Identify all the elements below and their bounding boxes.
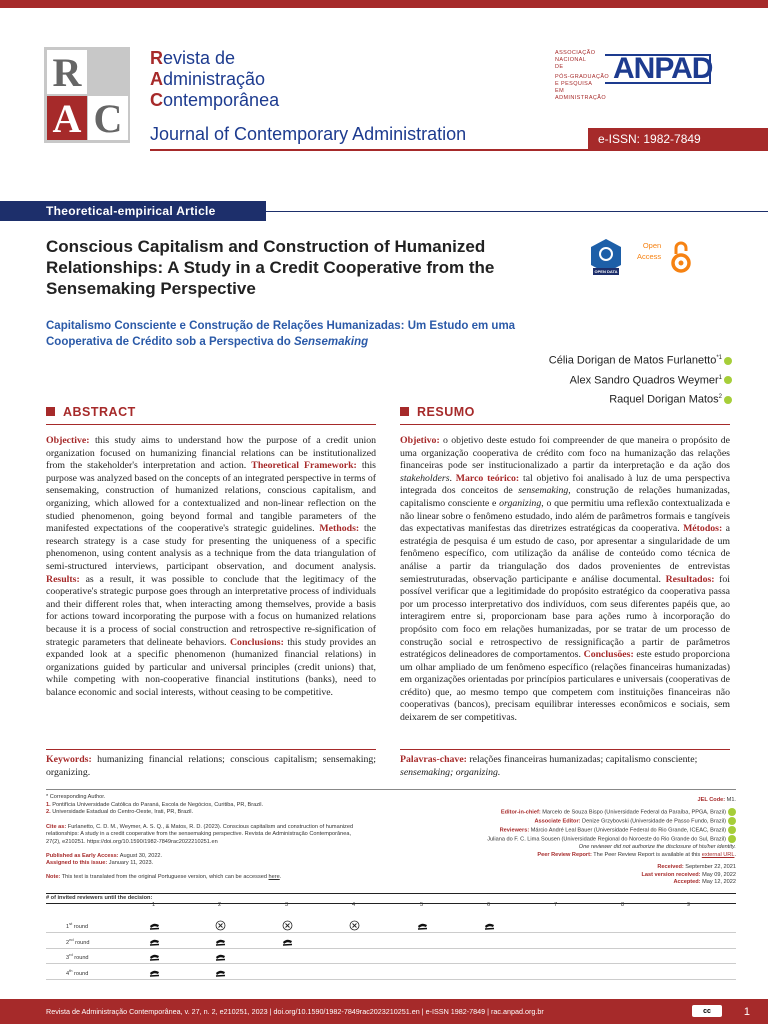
orcid-icon[interactable] (724, 376, 732, 384)
table-top-border (46, 893, 736, 894)
issn-badge: e-ISSN: 1982-7849 (588, 128, 768, 149)
table-row (46, 918, 736, 933)
column-header: 4 (352, 902, 356, 908)
column-header: 7 (554, 902, 558, 908)
table-row (46, 965, 736, 980)
abstract-heading: ABSTRACT (46, 405, 136, 419)
reviewers-count-label: # of invited reviewers until the decision: (46, 895, 153, 901)
review-pen-icon (149, 934, 160, 945)
review-pen-icon (149, 965, 160, 976)
peer-review-link[interactable]: external URL (701, 851, 735, 858)
round-label: 1st round (66, 921, 89, 930)
article-type: Theoretical-empirical Article (0, 201, 266, 221)
open-data-icon[interactable]: OPEN DATA (589, 238, 623, 278)
journal-name-en: Journal of Contemporary Administration (150, 124, 467, 144)
journal-name-pt: Revista de Administração Contemporânea (150, 48, 280, 110)
palavras-divider (400, 749, 730, 750)
round-label: 3rd round (66, 952, 89, 961)
column-header: 3 (285, 902, 289, 908)
review-pen-icon (282, 934, 293, 945)
keywords-divider (46, 749, 376, 750)
review-pen-icon (484, 918, 495, 929)
column-header: 5 (420, 902, 424, 908)
header-divider (150, 149, 768, 151)
article-subtitle-pt: Capitalismo Consciente e Construção de Relações Humanizadas: Um Estudo em uma Cooperativa de Crédito sob a Perspectiva do Sensemaking (46, 320, 516, 348)
orcid-icon[interactable] (728, 817, 736, 825)
review-pen-icon (149, 918, 160, 929)
rac-logo (44, 47, 130, 143)
resumo-divider (400, 424, 730, 425)
reviewers-table (46, 904, 736, 984)
column-header: 8 (621, 902, 625, 908)
logo-letter-r: R (47, 50, 87, 94)
column-header: 6 (487, 902, 491, 908)
cc-license-icon[interactable]: cc (692, 1005, 722, 1017)
abstract-body: Objective: this study aims to understand how the purpose of a credit union organization focused on humanizing financial relations can be institutionalized from the stakeholder's interpretation and action. Theoretical Framework: this purpose was analyzed based on the concepts of an integrated perspective in terms of sensemaking, construction of humanized relations, conscious capitalism, and organizing, which allowed for a contextualized and non-linear reflection on the studied phenomenon, going beyond formal and tangible parameters of the manifested expectations of the cooperative's strategic guidelines. Methods: the research strategy is a case study for presenting the uniqueness of a specific phenomenon, using content analysis as a technique from the data triangulation of semi-structured interviews, participant observation, and document analysis. Results: as a result, it was possible to conclude that the legitimacy of the cooperative's strategic purpose goes through an interpretative process of individuals and their different roles that, when interacting among themselves, provide a basis for actions toward incorporating the purpose with a focus on humanized relations because it is a process of social construction and retrospective re-signification of strategic parameters that delineate behaviors. Conclusions: this study provides an expanded look at a specific phenomenon (humanized financial relations) in organizations guided by particular and universal principles (credit unions) that, while competing with non-cooperative financial institutions (banks), need to balance economic and social interests, without ceasing to be competitive. (46, 435, 377, 698)
anpad-wordmark: ANPAD (613, 52, 713, 85)
abstract-divider (46, 424, 376, 425)
column-header: 2 (218, 902, 222, 908)
review-pen-icon (215, 965, 226, 976)
orcid-icon[interactable] (724, 357, 732, 365)
top-red-bar (0, 0, 768, 8)
footnotes-left: * Corresponding Author. 1. Pontifícia Universidade Católica do Paraná, Escola de Negócios, Curitiba, PR, Brazil. 2. Universidade Estadual do Centro-Oeste, Irati, PR, Brazil. Cite as: Furlanetto, C. D. M., Weymer, A. S. Q., & Matos, R. D. (2023). Conscious capitalism and construction of humanized relationships: A study in a credit cooperative from the sensemaking perspective. Revista de Administração Contemporânea, 27(2), e210251. https://doi.org/10.1590/1982-7849rac2022210251.en Published as Early Access: August 30, 2022. Assigned to this issue: January 11, 2023. Note: This text is translated from the original Portuguese version, which can be accessed here. (46, 794, 354, 880)
footnote-divider (46, 789, 736, 790)
round-label: 2nd round (66, 936, 90, 946)
author-1: Célia Dorigan de Matos Furlanetto$^{*1}$ (400, 350, 732, 370)
anpad-logo: ASSOCIAÇÃO NACIONAL DE PÓS-GRADUAÇÃO E PESQUISA EM ADMINISTRAÇÃO ANPAD (555, 50, 713, 101)
orcid-icon[interactable] (728, 835, 736, 843)
footer-citation: Revista de Administração Contemporânea, v. 27, n. 2, e210251, 2023 | doi.org/10.1590/1982-7849rac2023210251.en | e-ISSN 1982-7849 | rac.anpad.org.br (46, 1007, 544, 1016)
resumo-body: Objetivo: o objetivo deste estudo foi compreender de que maneira o propósito de uma organização cooperativa de crédito com foco na humanização das relações financeiras pode ser institucionalizado a partir da interpretação e da ação dos stakeholders. Marco teórico: tal objetivo foi analisado à luz de uma perspectiva integrada dos conceitos de sensemaking, construção de relações humanizadas, capitalismo consciente e organizing, o que permitiu uma reflexão contextualizada e não linear sobre o fenômeno estudado, indo além de parâmetros formais e tangíveis das expectativas manifestas das diretrizes estratégicas da cooperativa. Métodos: a estratégia de pesquisa é um estudo de caso, por apresentar a singularidade de um fenômeno específico, com utilização da análise de conteúdo como técnica de análise a partir da triangulação dos dados provenientes de entrevistas semiestruturadas, observação participante e análise documental. Resultados: foi possível verificar que a legitimidade do propósito estratégico da cooperativa passa por um processo interpretativo dos indivíduos, com seus diferentes papéis que, ao interagirem entre si, proporcionam base para ações rumo à incorporação do propósito com foco em relações humanizadas, por se tratar de um processo de construção social e retrospectivo de ressignificação a partir de parâmetros estratégicos delineadores de comportamentos. Conclusões: este estudo proporciona um olhar ampliado de um fenômeno específico (relações financeiras humanizadas) em organizações orientadas por princípios particulares e universais (cooperativas de crédito) que, ao mesmo tempo que competem com instituições financeiras não cooperativas (bancos), precisam equilibrar interesses econômicos e sociais, sem deixarem de ser competitivas. (400, 435, 730, 724)
row-divider (46, 979, 736, 980)
author-2: Alex Sandro Quadros Weymer$^1$ (400, 370, 732, 390)
open-access-label: Open Access (637, 241, 662, 261)
orcid-icon[interactable] (728, 808, 736, 816)
resumo-keywords: Palavras-chave: relações financeiras humanizadas; capitalismo consciente; sensemaking; organizing. (400, 754, 698, 778)
table-row (46, 934, 736, 949)
column-header: 1 (152, 902, 156, 908)
authors (400, 350, 732, 409)
review-pen-icon (215, 934, 226, 945)
portuguese-version-link[interactable]: here (268, 873, 280, 880)
round-label: 4th round (66, 967, 89, 977)
column-header: 9 (687, 902, 691, 908)
declined-icon (282, 918, 293, 929)
logo-letter-c: C (88, 96, 128, 140)
author-3: Raquel Dorigan Matos$^2$ (400, 389, 732, 409)
abstract-keywords: Keywords: humanizing financial relations; conscious capitalism; sensemaking; organizing. (46, 754, 376, 778)
table-row (46, 949, 736, 964)
resumo-heading: RESUMO (400, 405, 475, 419)
declined-icon (215, 918, 226, 929)
orcid-icon[interactable] (724, 396, 732, 404)
page-number: 1 (743, 1005, 750, 1018)
declined-icon (349, 918, 360, 929)
page-footer (0, 999, 768, 1024)
badges (585, 236, 725, 280)
logo-letter-a: A (47, 96, 87, 140)
article-title: Conscious Capitalism and Construction of Humanized Relationships: A Study in a Credit Cooperative from the Sensemaking Perspective (46, 237, 495, 298)
review-pen-icon (215, 949, 226, 960)
review-pen-icon (149, 949, 160, 960)
article-type-line (266, 211, 768, 212)
orcid-icon[interactable] (728, 826, 736, 834)
editorial-meta: JEL Code: M1. Editor-in-chief: Marcelo de Souza Bispo (Universidade Federal da Paraíba, PPGA, Brazil) Associate Editor: Denize Grzybovski (Universidade de Passo Fundo, Brazil) Reviewers: Márcio André Leal Bauer (Universidade Federal do Rio Grande, ICEAC, Brazil) Juliana do F. C. Lima Sousen (Universidade Regional do Noroeste do Rio Grande do Sul, Brazil) One reviewer did not authorize the disclosure of his/her identity. Peer Review Report: The Peer Review Report is available at this external URL. Received: September 22, 2021 Last version received: May 09, 2022 Accepted: May 12, 2022 (487, 797, 736, 886)
open-access-icon[interactable] (671, 240, 691, 279)
review-pen-icon (417, 918, 428, 929)
